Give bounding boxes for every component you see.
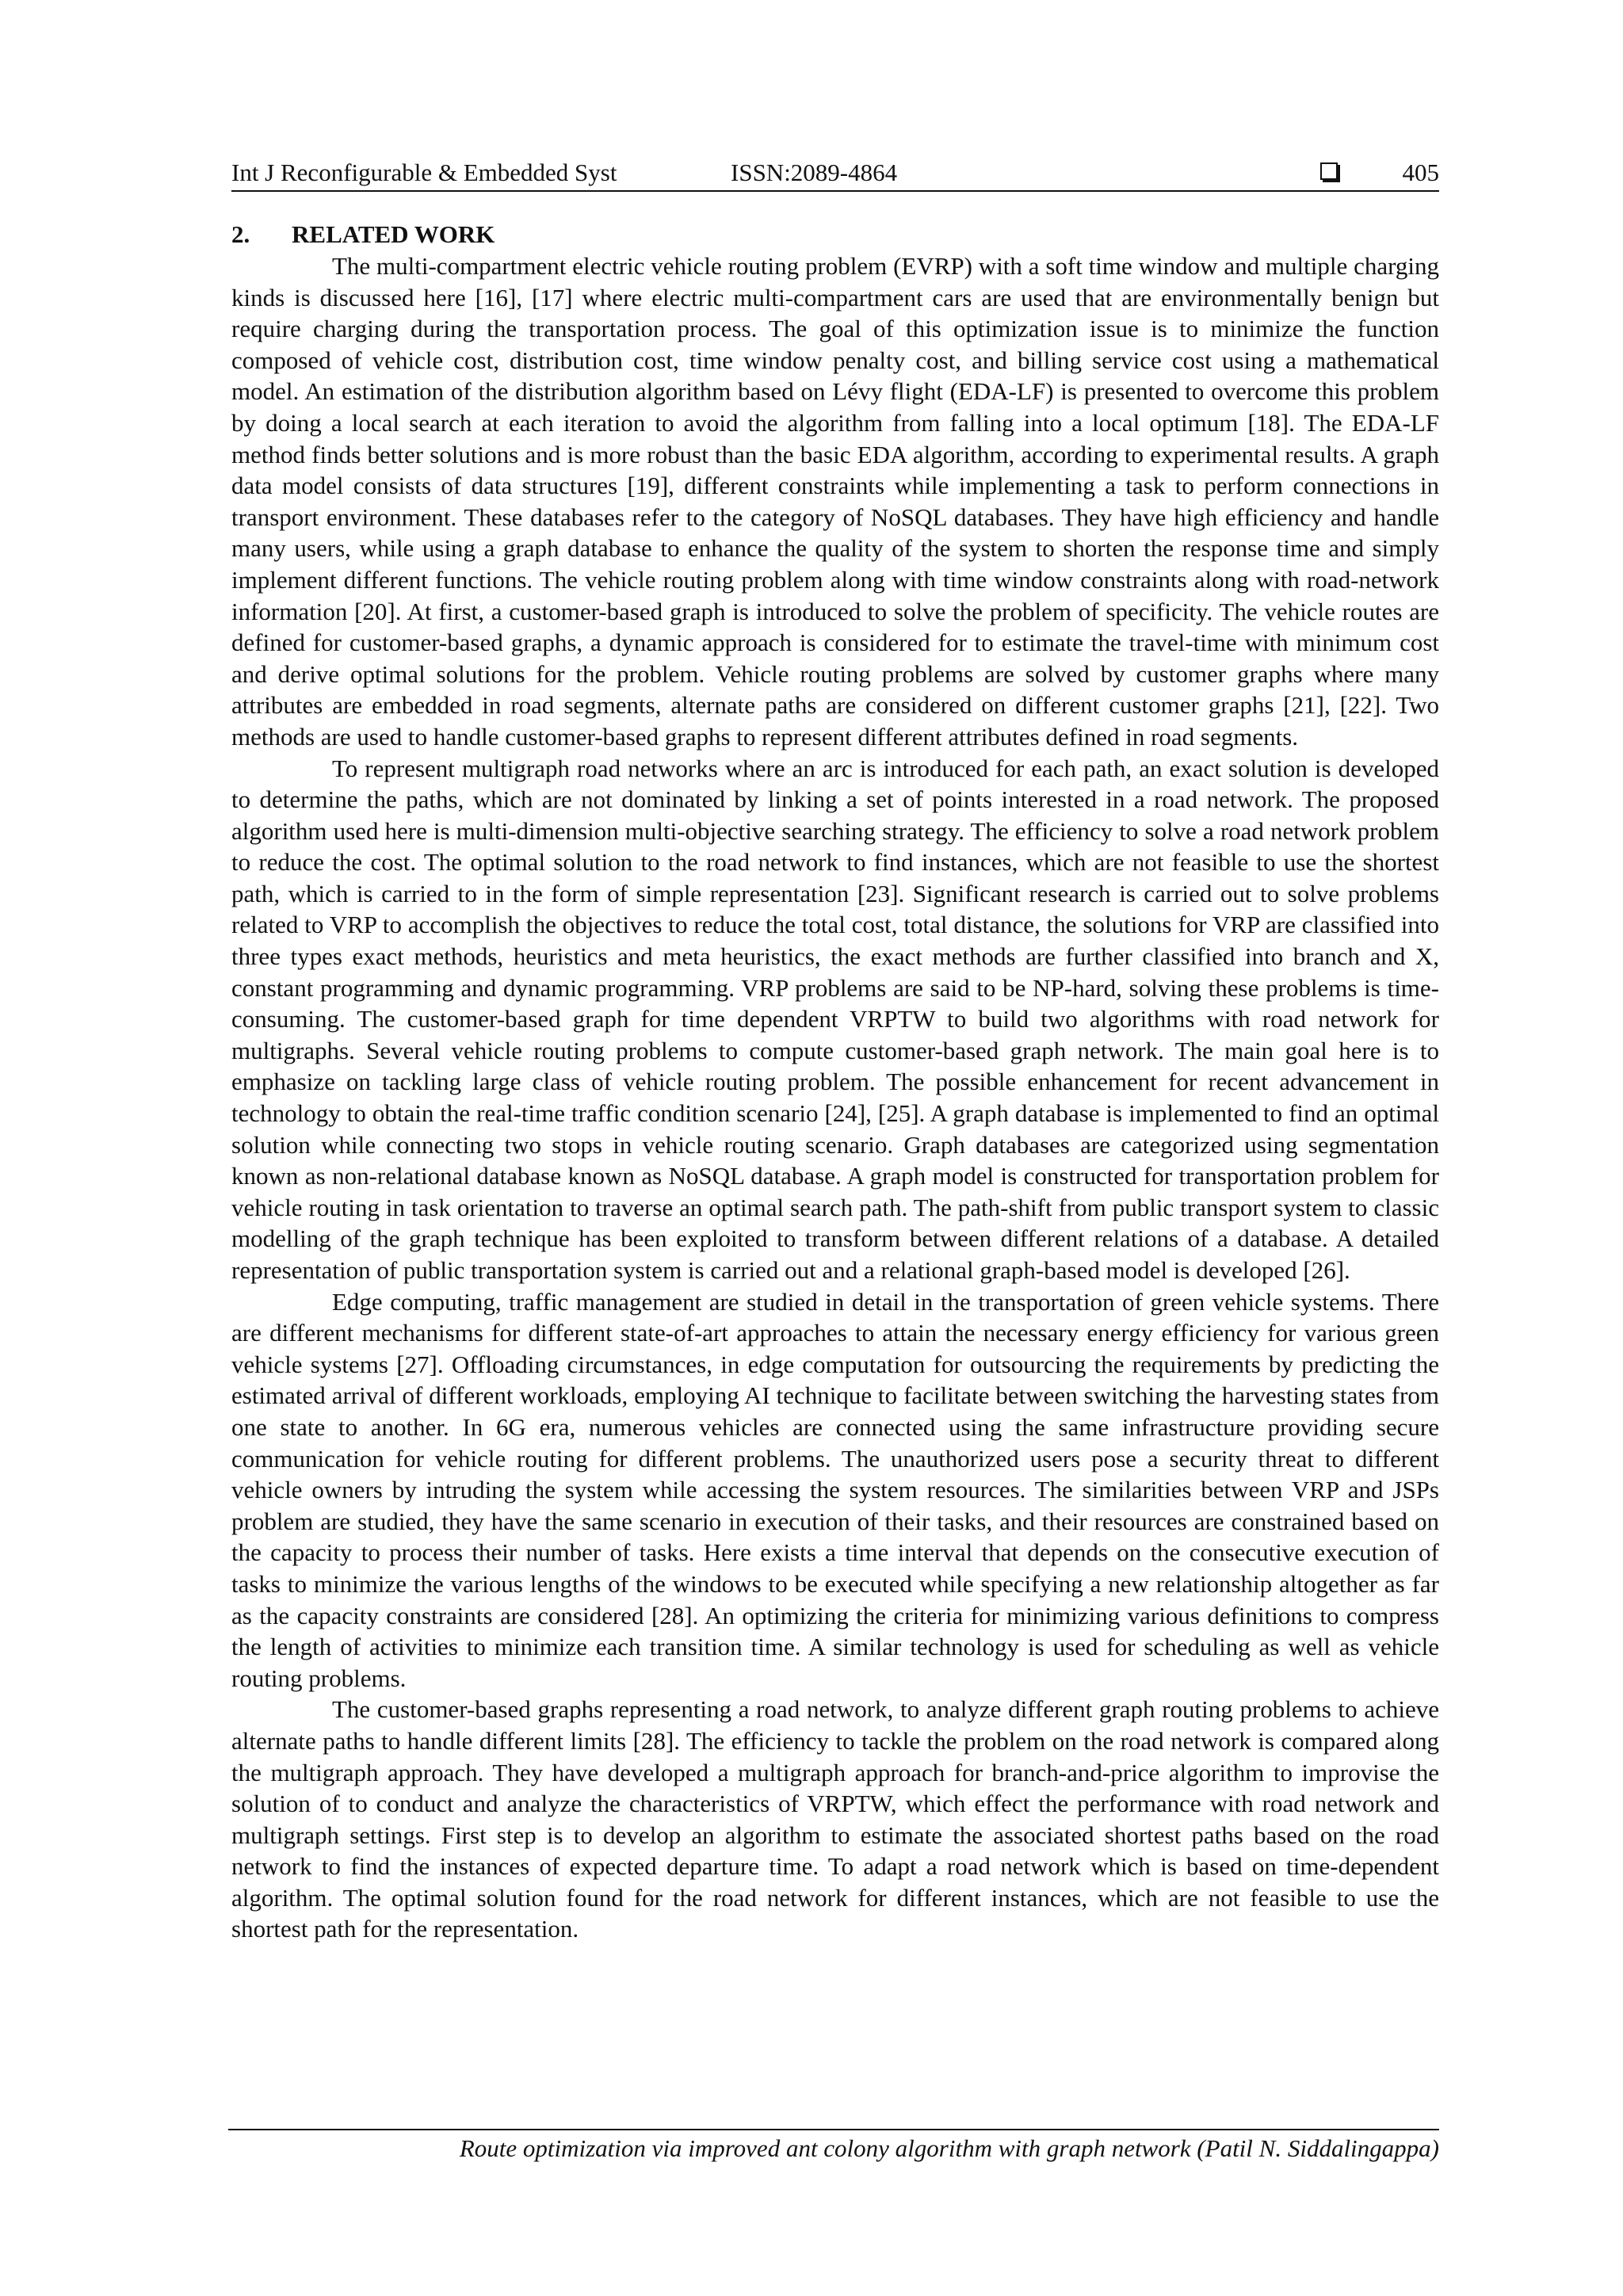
section-number: 2. — [231, 220, 250, 248]
paragraph: The customer-based graphs representing a road network, to analyze different graph routing problems to achieve alternate paths to handle different limits [28]. The efficiency to tackle the problem on the road network is compared along the multigraph approach. They have developed a multigraph approach for branch-and-price algorithm to improvise the solution of to conduct and analyze the characteristics of VRPTW, which effect the performance with road network and multigraph settings. First step is to develop an algorithm to estimate the associated shortest paths based on the road network to find the instances of expected departure time. To adapt a road network which is based on time-dependent algorithm. The optimal solution found for the road network for different instances, which are not feasible to use the shortest path for the representation. — [231, 1695, 1439, 1943]
header-rule — [231, 190, 1439, 192]
running-header — [231, 155, 1439, 190]
issn-label: ISSN:2089-4864 — [731, 159, 898, 186]
section-heading — [231, 219, 495, 250]
page-number: 405 — [1402, 159, 1439, 186]
paragraph: The multi-compartment electric vehicle routing problem (EVRP) with a soft time window and multiple charging kinds is discussed here [16], [17] where electric multi-compartment cars are used that are environmentally benign but require charging during the transportation process. The goal of this optimization issue is to minimize the function composed of vehicle cost, distribution cost, time window penalty cost, and billing service cost using a mathematical model. An estimation of the distribution algorithm based on Lévy flight (EDA-LF) is presented to overcome this problem by doing a local search at each iteration to avoid the algorithm from falling into a local optimum [18]. The EDA-LF method finds better solutions and is more robust than the basic EDA algorithm, according to experimental results. A graph data model consists of data structures [19], different constraints while implementing a task to perform connections in transport environment. These databases refer to the category of NoSQL databases. They have high efficiency and handle many users, while using a graph database to enhance the quality of the system to shorten the response time and simply implement different functions. The vehicle routing problem along with time window constraints along with road-network information [20]. At first, a customer-based graph is introduced to solve the problem of specificity. The vehicle routes are defined for customer-based graphs, a dynamic approach is considered for to estimate the travel-time with minimum cost and derive optimal solutions for the problem. Vehicle routing problems are solved by customer graphs where many attributes are embedded in road segments, alternate paths are considered on different customer graphs [21], [22]. Two methods are used to handle customer-based graphs to represent different attributes defined in road segments. — [231, 252, 1439, 751]
body-text — [231, 250, 1439, 1945]
footer-rule — [228, 2129, 1439, 2130]
paragraph: To represent multigraph road networks where an arc is introduced for each path, an exact solution is developed to determine the paths, which are not dominated by linking a set of points interested in a road network. The proposed algorithm used here is multi-dimension multi-objective searching strategy. The efficiency to solve a road network problem to reduce the cost. The optimal solution to the road network to find instances, which are not feasible to use the shortest path, which is carried to in the form of simple representation [23]. Significant research is carried out to solve problems related to VRP to accomplish the objectives to reduce the total cost, total distance, the solutions for VRP are classified into three types exact methods, heuristics and meta heuristics, the exact methods are further classified into branch and X, constant programming and dynamic programming. VRP problems are said to be NP-hard, solving these problems is time-consuming. The customer-based graph for time dependent VRPTW to build two algorithms with road network for multigraphs. Several vehicle routing problems to compute customer-based graph network. The main goal here is to emphasize on tackling large class of vehicle routing problem. The possible enhancement for recent advancement in technology to obtain the real-time traffic condition scenario [24], [25]. A graph database is implemented to find an optimal solution while connecting two stops in vehicle routing scenario. Graph databases are categorized using segmentation known as non-relational database known as NoSQL database. A graph model is constructed for transportation problem for vehicle routing in task orientation to traverse an optimal search path. The path-shift from public transport system to classic modelling of the graph technique has been exploited to transform between different relations of a database. A detailed representation of public transportation system is carried out and a relational graph-based model is developed [26]. — [231, 754, 1439, 1284]
running-footer: Route optimization via improved ant colony algorithm with graph network (Patil N. Siddalingappa) — [459, 2134, 1439, 2162]
square-box-icon — [1320, 162, 1338, 180]
paragraph: Edge computing, traffic management are studied in detail in the transportation of green vehicle systems. There are different mechanisms for different state-of-art approaches to attain the necessary energy efficiency for various green vehicle systems [27]. Offloading circumstances, in edge computation for outsourcing the requirements by predicting the estimated arrival of different workloads, employing AI technique to facilitate between switching the harvesting states from one state to another. In 6G era, numerous vehicles are connected using the same infrastructure providing secure communication for vehicle routing for different problems. The unauthorized users pose a security threat to different vehicle owners by intruding the system while accessing the system resources. The similarities between VRP and JSPs problem are studied, they have the same scenario in execution of their tasks, and their resources are constrained based on the capacity to process their number of tasks. Here exists a time interval that depends on the consecutive execution of tasks to minimize the various lengths of the windows to be executed while specifying a new relationship altogether as far as the capacity constraints are considered [28]. An optimizing the criteria for minimizing various definitions to compress the length of activities to minimize each transition time. A similar technology is used for scheduling as well as vehicle routing problems. — [231, 1287, 1439, 1692]
paper-page — [231, 0, 1439, 2296]
journal-name: Int J Reconfigurable & Embedded Syst — [231, 159, 617, 186]
section-title: RELATED WORK — [292, 220, 495, 248]
